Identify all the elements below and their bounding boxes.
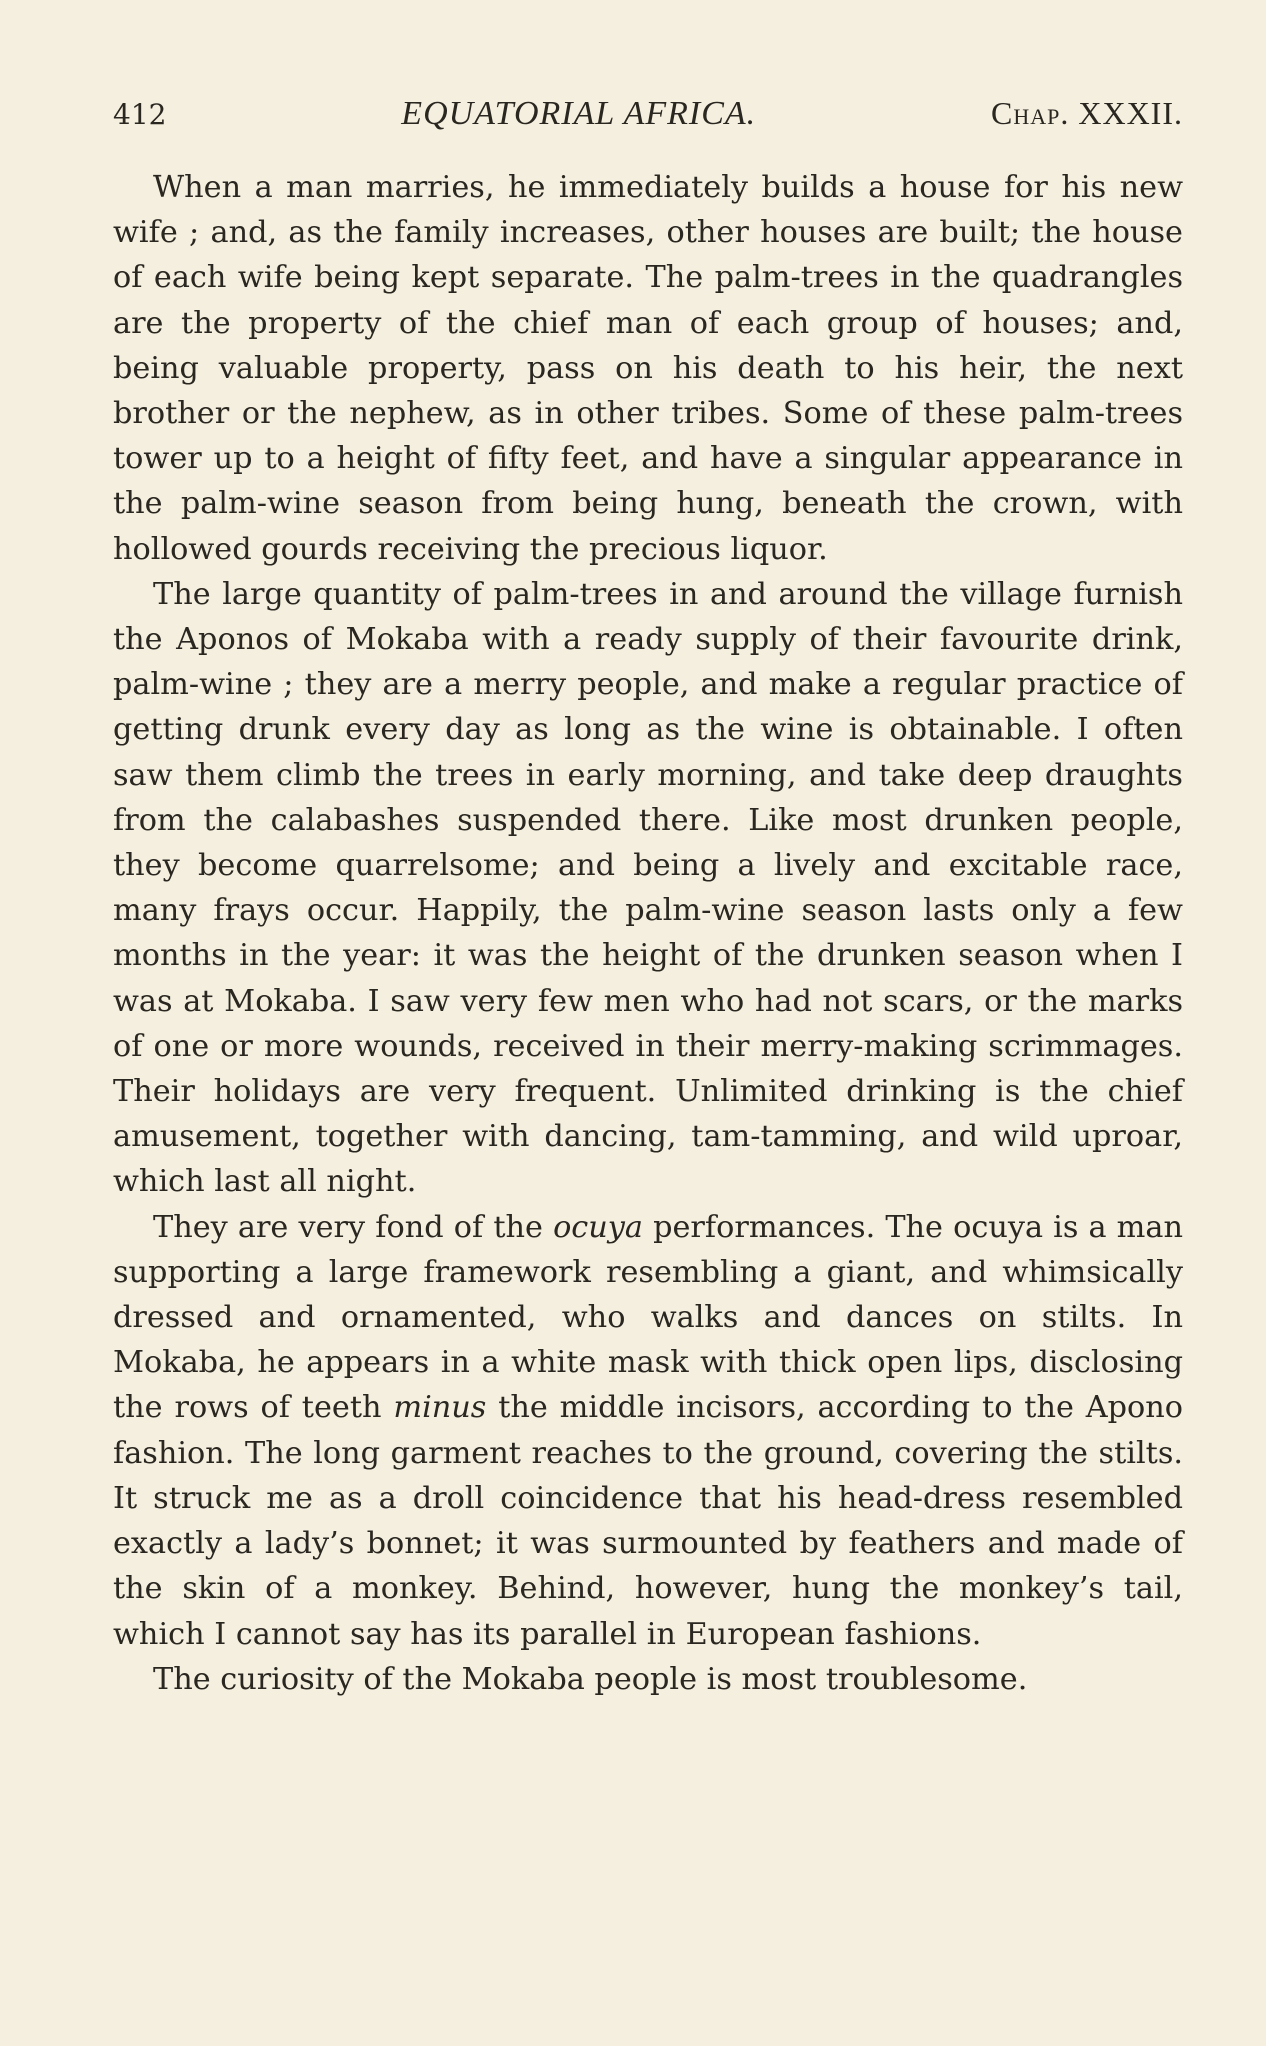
paragraph-3-part-3: the middle incisors, according to the Apono fashion. The long garment reaches to the ground, covering the stilts. It struck me as a droll coincidence that his head-dress resembled exactly a lady’s bonnet; it was surmounted by feathers and made of the skin of a monkey. Behind, however, hung the monkey’s tail, which I cannot say has its parallel in European fashions. bbox=[113, 1390, 1183, 1652]
paragraph-2: The large quantity of palm-trees in and around the village furnish the Aponos of Mokaba with a ready supply of their favourite drink, palm-wine ; they are a merry people, and make a regular practice of getting drunk every day as long as the wine is obtainable. I often saw them climb the trees in early morning, and take deep draughts from the calabashes suspended there. Like most drunken people, they become quarrelsome; and being a lively and excitable race, many frays occur. Happily, the palm-wine season lasts only a few months in the year: it was the height of the drunken season when I was at Mokaba. I saw very few men who had not scars, or the marks of one or more wounds, received in their merry-making scrimmages. Their holidays are very frequent. Unlimited drinking is the chief amusement, together with dancing, tam-tamming, and wild uproar, which last all night. bbox=[113, 576, 1183, 1200]
page-number: 412 bbox=[113, 98, 167, 131]
ocuya-term: ocuya bbox=[553, 1209, 643, 1245]
paragraph-3-part-1: They are very fond of the bbox=[153, 1209, 554, 1245]
page-body bbox=[113, 165, 1183, 1702]
paragraph-1: When a man marries, he immediately builds a house for his new wife ; and, as the family increases, other houses are built; the house of each wife being kept separate. The palm-trees in the quadrangles are the property of the chief man of each group of houses; and, being valuable property, pass on his death to his heir, the next brother or the nephew, as in other tribes. Some of these palm-trees tower up to a height of fifty feet, and have a singular appearance in the palm-wine season from being hung, beneath the crown, with hollowed gourds receiving the precious liquor. bbox=[113, 170, 1183, 567]
page-header bbox=[113, 95, 1183, 135]
running-title: EQUATORIAL AFRICA. bbox=[401, 95, 757, 132]
minus-term: minus bbox=[393, 1390, 487, 1426]
paragraph-3-part-2: performances. The ocuya is a man supporting a large framework resembling a giant, and whimsically dressed and ornamented, who walks and dances on stilts. In Mokaba, he appears in a white mask with thick open lips, disclosing the rows of teeth bbox=[113, 1209, 1183, 1426]
paragraph-4: The curiosity of the Mokaba people is most troublesome. bbox=[153, 1661, 1028, 1697]
paragraph-3 bbox=[113, 1205, 1183, 1657]
chapter-label: Chap. XXXII. bbox=[991, 95, 1183, 131]
